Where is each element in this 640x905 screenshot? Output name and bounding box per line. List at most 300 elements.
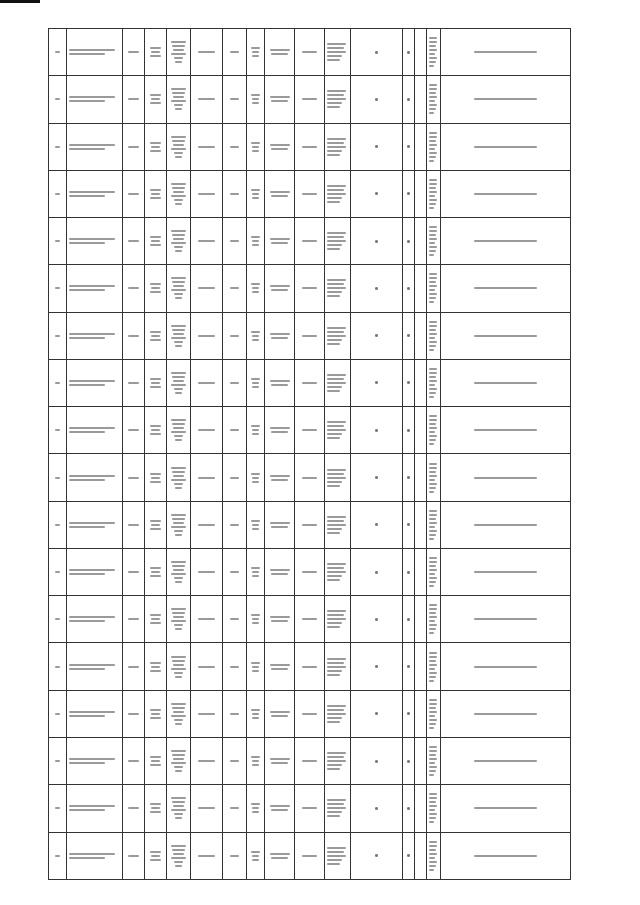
table-cell (123, 737, 145, 784)
illegible-text-line (327, 670, 342, 672)
illegible-text-line (128, 807, 138, 809)
table-cell (247, 218, 265, 265)
illegible-text-line (270, 333, 290, 335)
illegible-text-line (150, 433, 160, 435)
illegible-text-line (429, 333, 437, 335)
illegible-text-line (174, 719, 184, 721)
illegible-text-line (198, 240, 214, 242)
illegible-text-line (375, 381, 378, 384)
illegible-text-line (173, 522, 184, 524)
table-cell (67, 312, 123, 359)
illegible-text-line (429, 281, 436, 283)
table-cell (351, 123, 403, 170)
illegible-text-line (175, 487, 183, 489)
illegible-text-line (150, 339, 160, 341)
illegible-text-line (55, 760, 60, 762)
table-cell (441, 548, 571, 595)
illegible-text-line (407, 334, 410, 337)
illegible-text-line (375, 571, 378, 574)
illegible-text-line (69, 195, 105, 197)
illegible-text-line (429, 518, 436, 520)
table-cell (427, 123, 441, 170)
table-cell (67, 123, 123, 170)
table-cell (265, 454, 295, 501)
illegible-text-line (251, 331, 260, 333)
illegible-text-line (429, 293, 437, 295)
illegible-text-line (327, 55, 342, 57)
table-cell (325, 29, 351, 76)
illegible-text-line (429, 475, 437, 477)
table-row (49, 737, 631, 784)
table-cell (403, 737, 415, 784)
illegible-text-line (150, 102, 160, 104)
table-cell (351, 501, 403, 548)
illegible-text-line (429, 53, 435, 55)
illegible-text-line (252, 55, 259, 57)
illegible-text-line (198, 571, 214, 573)
table-cell (351, 76, 403, 123)
illegible-text-line (251, 614, 260, 616)
illegible-text-line (429, 534, 436, 536)
illegible-text-line (175, 865, 183, 867)
table-cell (145, 123, 167, 170)
table-cell (427, 29, 441, 76)
illegible-text-line (172, 187, 185, 189)
table-cell (403, 407, 415, 454)
illegible-text-line (151, 760, 160, 762)
illegible-text-line (251, 47, 260, 49)
table-cell (167, 832, 191, 879)
illegible-text-line (173, 285, 184, 287)
illegible-text-line (327, 90, 346, 92)
illegible-text-line (429, 652, 437, 654)
table-cell (145, 29, 167, 76)
illegible-text-line (171, 41, 186, 43)
illegible-text-line (327, 421, 346, 423)
table-cell (223, 218, 247, 265)
illegible-text-line (302, 382, 317, 384)
table-row (49, 548, 631, 595)
illegible-text-line (252, 197, 259, 199)
illegible-text-line (198, 429, 214, 431)
illegible-text-line (252, 713, 260, 715)
illegible-text-line (150, 567, 162, 569)
table-cell (191, 785, 223, 832)
illegible-text-line (429, 707, 436, 709)
illegible-text-line (474, 51, 537, 53)
equipment-table (48, 28, 631, 880)
table-cell (403, 454, 415, 501)
illegible-text-line (150, 283, 162, 285)
illegible-text-line (55, 807, 60, 809)
table-cell (67, 170, 123, 217)
illegible-text-line (251, 283, 260, 285)
table-cell (325, 643, 351, 690)
table-row (49, 407, 631, 454)
illegible-text-line (171, 845, 186, 847)
table-cell (123, 548, 145, 595)
table-cell (441, 737, 571, 784)
illegible-text-line (429, 845, 437, 847)
illegible-text-line (251, 803, 260, 805)
table-cell (325, 832, 351, 879)
illegible-text-line (173, 805, 184, 807)
illegible-text-line (251, 189, 260, 191)
illegible-text-line (198, 335, 214, 337)
table-cell (191, 312, 223, 359)
table-cell (223, 265, 247, 312)
illegible-text-line (429, 805, 437, 807)
illegible-text-line (327, 102, 342, 104)
table-cell (265, 832, 295, 879)
illegible-text-line (174, 199, 184, 201)
illegible-text-line (327, 622, 342, 624)
illegible-text-line (150, 717, 160, 719)
illegible-text-line (429, 297, 436, 299)
illegible-text-line (252, 571, 260, 573)
illegible-text-line (69, 144, 115, 146)
table-cell (49, 690, 67, 737)
table-cell (403, 170, 415, 217)
table-cell (403, 596, 415, 643)
table-cell (247, 690, 265, 737)
table-cell (145, 548, 167, 595)
table-cell (403, 690, 415, 737)
illegible-text-line (175, 156, 183, 158)
illegible-text-line (327, 59, 340, 61)
illegible-text-line (429, 337, 435, 339)
table-row (49, 785, 631, 832)
illegible-text-line (252, 429, 260, 431)
table-cell (247, 359, 265, 406)
illegible-text-line (327, 378, 344, 380)
illegible-text-line (69, 715, 105, 717)
illegible-text-line (252, 382, 260, 384)
illegible-text-line (327, 185, 346, 187)
illegible-text-line (302, 429, 317, 431)
table-cell (295, 170, 325, 217)
illegible-text-line (174, 766, 184, 768)
illegible-text-line (407, 854, 410, 857)
table-cell (295, 690, 325, 737)
illegible-text-line (150, 811, 160, 813)
illegible-text-line (429, 203, 436, 205)
illegible-text-line (375, 760, 378, 763)
table-cell (49, 501, 67, 548)
table-cell (351, 359, 403, 406)
table-cell (145, 785, 167, 832)
illegible-text-line (171, 195, 186, 197)
illegible-text-line (429, 471, 436, 473)
table-cell (265, 218, 295, 265)
illegible-text-line (327, 481, 342, 483)
illegible-text-line (327, 232, 346, 234)
illegible-text-line (171, 337, 186, 339)
illegible-text-line (429, 727, 434, 729)
table-cell (441, 596, 571, 643)
illegible-text-line (429, 797, 437, 799)
illegible-text-line (429, 112, 434, 114)
illegible-text-line (128, 524, 138, 526)
illegible-text-line (302, 98, 317, 100)
illegible-text-line (150, 520, 162, 522)
table-cell (123, 76, 145, 123)
illegible-text-line (150, 575, 160, 577)
illegible-text-line (429, 140, 436, 142)
illegible-text-line (230, 618, 240, 620)
illegible-text-line (251, 662, 260, 664)
illegible-text-line (252, 291, 259, 293)
illegible-text-line (173, 191, 184, 193)
illegible-text-line (429, 628, 436, 630)
illegible-text-line (252, 150, 259, 152)
illegible-text-line (429, 49, 437, 51)
illegible-text-line (128, 477, 138, 479)
illegible-text-line (151, 618, 160, 620)
illegible-text-line (327, 240, 346, 242)
table-cell (325, 785, 351, 832)
table-cell (441, 832, 571, 879)
table-cell (223, 407, 247, 454)
illegible-text-line (271, 573, 289, 575)
table-cell (49, 218, 67, 265)
illegible-text-line (151, 429, 160, 431)
table-cell (49, 170, 67, 217)
illegible-text-line (175, 392, 183, 394)
illegible-text-line (429, 136, 437, 138)
illegible-text-line (175, 203, 183, 205)
table-cell (441, 265, 571, 312)
table-cell (191, 265, 223, 312)
table-cell (167, 123, 191, 170)
illegible-text-line (429, 487, 436, 489)
illegible-text-line (429, 234, 436, 236)
illegible-text-line (327, 382, 346, 384)
illegible-text-line (251, 567, 260, 569)
table-cell (265, 359, 295, 406)
table-cell (67, 359, 123, 406)
illegible-text-line (230, 571, 240, 573)
illegible-text-line (407, 712, 410, 715)
illegible-text-line (230, 713, 240, 715)
illegible-text-line (173, 96, 184, 98)
illegible-text-line (252, 524, 260, 526)
illegible-text-line (327, 626, 340, 628)
illegible-text-line (302, 146, 317, 148)
illegible-text-line (230, 240, 240, 242)
illegible-text-line (174, 483, 184, 485)
illegible-text-line (327, 106, 340, 108)
table-cell (167, 596, 191, 643)
illegible-text-line (474, 146, 537, 148)
table-cell (123, 690, 145, 737)
illegible-text-line (327, 713, 346, 715)
illegible-text-line (327, 343, 340, 345)
illegible-text-line (128, 98, 138, 100)
illegible-text-line (375, 807, 378, 810)
illegible-text-line (252, 666, 260, 668)
table-cell (223, 690, 247, 737)
illegible-text-line (55, 666, 60, 668)
illegible-text-line (174, 388, 184, 390)
illegible-text-line (171, 148, 186, 150)
illegible-text-line (150, 859, 160, 861)
table-cell (295, 312, 325, 359)
illegible-text-line (429, 187, 436, 189)
illegible-text-line (271, 479, 289, 481)
illegible-text-line (429, 660, 436, 662)
table-cell (351, 785, 403, 832)
illegible-text-line (198, 713, 214, 715)
illegible-text-line (270, 711, 290, 713)
illegible-text-line (171, 514, 186, 516)
illegible-text-line (69, 148, 105, 150)
table-cell (325, 312, 351, 359)
illegible-text-line (429, 672, 437, 674)
illegible-text-line (429, 254, 434, 256)
illegible-text-line (174, 57, 184, 59)
illegible-text-line (327, 189, 344, 191)
illegible-text-line (171, 183, 186, 185)
illegible-text-line (55, 146, 60, 148)
illegible-text-line (198, 382, 214, 384)
illegible-text-line (429, 463, 437, 465)
scan-edge-mark (0, 0, 40, 3)
illegible-text-line (327, 150, 342, 152)
illegible-text-line (302, 477, 317, 479)
illegible-text-line (327, 469, 346, 471)
table-cell (415, 501, 427, 548)
illegible-text-line (171, 526, 186, 528)
illegible-text-line (429, 61, 436, 63)
illegible-text-line (150, 764, 160, 766)
illegible-text-line (69, 191, 115, 193)
table-cell (351, 218, 403, 265)
table-cell (191, 501, 223, 548)
table-cell (247, 76, 265, 123)
illegible-text-line (474, 382, 537, 384)
table-cell (403, 548, 415, 595)
table-cell (67, 218, 123, 265)
illegible-text-line (150, 386, 160, 388)
illegible-text-line (150, 94, 162, 96)
table-cell (265, 643, 295, 690)
illegible-text-line (171, 136, 186, 138)
illegible-text-line (429, 37, 437, 39)
illegible-text-line (151, 571, 160, 573)
table-cell (223, 359, 247, 406)
illegible-text-line (173, 380, 184, 382)
illegible-text-line (327, 283, 344, 285)
table-row (49, 596, 631, 643)
illegible-text-line (327, 154, 340, 156)
illegible-text-line (172, 565, 185, 567)
table-cell (403, 312, 415, 359)
illegible-text-line (271, 384, 289, 386)
illegible-text-line (171, 561, 186, 563)
illegible-text-line (151, 287, 160, 289)
table-row (49, 501, 631, 548)
illegible-text-line (171, 797, 186, 799)
illegible-text-line (429, 388, 437, 390)
illegible-text-line (230, 666, 240, 668)
illegible-text-line (198, 618, 214, 620)
illegible-text-line (198, 146, 214, 148)
table-cell (247, 454, 265, 501)
illegible-text-line (429, 372, 437, 374)
table-cell (123, 359, 145, 406)
illegible-text-line (172, 849, 185, 851)
table-cell (67, 501, 123, 548)
table-cell (441, 454, 571, 501)
illegible-text-line (429, 770, 436, 772)
illegible-text-line (150, 47, 162, 49)
table-cell (427, 407, 441, 454)
table-row (49, 218, 631, 265)
illegible-text-line (407, 240, 410, 243)
illegible-text-line (271, 526, 289, 528)
illegible-text-line (128, 51, 138, 53)
table-cell (67, 265, 123, 312)
illegible-text-line (171, 608, 186, 610)
table-cell (415, 785, 427, 832)
table-cell (167, 785, 191, 832)
table-cell (223, 29, 247, 76)
illegible-text-line (151, 335, 160, 337)
illegible-text-line (429, 676, 436, 678)
table-cell (415, 265, 427, 312)
illegible-text-line (150, 670, 160, 672)
illegible-text-line (429, 758, 437, 760)
illegible-text-line (198, 98, 214, 100)
illegible-text-line (429, 108, 436, 110)
table-cell (295, 359, 325, 406)
illegible-text-line (252, 859, 259, 861)
illegible-text-line (175, 581, 183, 583)
illegible-text-line (429, 45, 436, 47)
illegible-text-line (429, 88, 437, 90)
illegible-text-line (327, 524, 346, 526)
illegible-text-line (429, 719, 437, 721)
illegible-text-line (327, 374, 346, 376)
illegible-text-line (172, 707, 185, 709)
illegible-text-line (198, 477, 214, 479)
illegible-text-line (327, 244, 342, 246)
illegible-text-line (271, 337, 289, 339)
illegible-text-line (429, 841, 437, 843)
table-cell (67, 29, 123, 76)
illegible-text-line (175, 439, 183, 441)
illegible-text-line (69, 380, 115, 382)
illegible-text-line (150, 142, 162, 144)
illegible-text-line (327, 138, 346, 140)
illegible-text-line (69, 758, 115, 760)
table-cell (67, 548, 123, 595)
illegible-text-line (252, 575, 259, 577)
illegible-text-line (327, 575, 342, 577)
illegible-text-line (327, 477, 346, 479)
illegible-text-line (230, 287, 240, 289)
illegible-text-line (474, 429, 537, 431)
illegible-text-line (327, 473, 344, 475)
illegible-text-line (407, 145, 410, 148)
illegible-text-line (174, 246, 184, 248)
table-cell (223, 501, 247, 548)
table-cell (265, 29, 295, 76)
table-cell (427, 737, 441, 784)
table-row (49, 29, 631, 76)
table-cell (223, 312, 247, 359)
